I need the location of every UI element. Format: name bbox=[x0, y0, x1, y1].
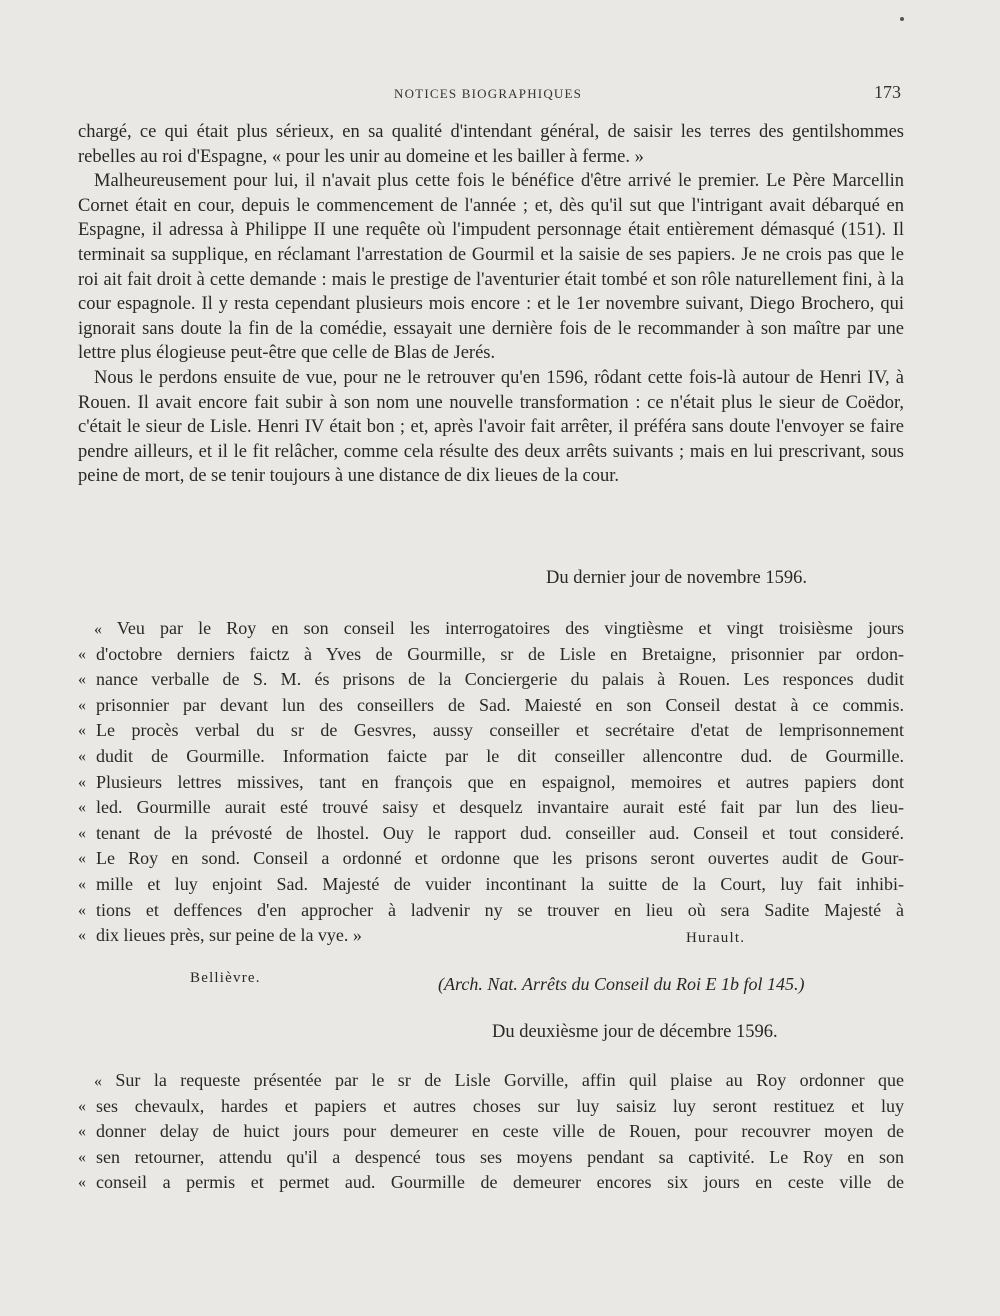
quote-line bbox=[78, 898, 904, 924]
guillemet: « bbox=[78, 927, 86, 945]
guillemet: « bbox=[78, 722, 86, 740]
guillemet: « bbox=[78, 696, 86, 714]
quote-line bbox=[78, 846, 904, 872]
quote-line-text: Le Roy en sond. Conseil a ordonné et ordonne que les prisons seront ouvertes audit de Gour- bbox=[96, 848, 904, 869]
quote-line-text: Plusieurs lettres missives, tant en françois que en espaignol, memoires et autres papiers dont bbox=[96, 771, 904, 792]
quote-line-text: d'octobre derniers faictz à Yves de Gourmille, sr de Lisle en Bretaigne, prisonnier par ordon- bbox=[96, 643, 904, 664]
guillemet: « bbox=[78, 1174, 86, 1192]
quote-line-text: Sur la requeste présentée par le sr de Lisle Gorville, affin quil plaise au Roy ordonner que bbox=[115, 1070, 905, 1090]
quote-line-text: Le procès verbal du sr de Gesvres, aussy conseiller et secrétaire d'etat de lemprisonnement bbox=[96, 720, 904, 741]
guillemet: « bbox=[94, 1073, 102, 1090]
quote-line bbox=[78, 642, 904, 668]
guillemet: « bbox=[78, 1123, 86, 1141]
quote-line-text: mille et luy enjoint Sad. Majesté de vuider incontinant la suitte de la Court, luy fait inhibi- bbox=[96, 873, 904, 894]
quote-line bbox=[78, 770, 904, 796]
quote-line bbox=[78, 1119, 904, 1145]
guillemet: « bbox=[78, 773, 86, 791]
act-date: Du deuxièsme jour de décembre 1596. bbox=[492, 1022, 778, 1042]
quote-line-text: sen retourner, attendu qu'il a despencé tous ses moyens pendant sa captivité. Le Roy en son bbox=[96, 1146, 904, 1167]
guillemet: « bbox=[78, 1097, 86, 1115]
quote-line bbox=[78, 718, 904, 744]
guillemet: « bbox=[94, 621, 102, 638]
guillemet: « bbox=[78, 824, 86, 842]
quote-line-text: nance verballe de S. M. és prisons de la Conciergerie du palais à Rouen. Les responces dudit bbox=[96, 669, 904, 690]
paragraph: Nous le perdons ensuite de vue, pour ne le retrouver qu'en 1596, rôdant cette fois-là autour de Henri IV, à Rouen. Il avait encore fait subir à son nom une nouvelle transformation : ce n'était plus le sieur de Coëdor, c'était le sieur de Lisle. Henri IV était bon ; et, après l'avoir fait arrêter, il préféra sans doute l'envoyer se faire pendre ailleurs, et il le fit relâcher, comme cela résulte des deux arrêts suivants ; mais en lui prescrivant, sous peine de mort, de se tenir toujours à une distance de dix lieues de la cour. bbox=[78, 367, 904, 487]
signature-text: Bellièvre. bbox=[190, 970, 261, 986]
quote-line bbox=[78, 1170, 904, 1196]
paragraph: chargé, ce qui était plus sérieux, en sa qualité d'intendant général, de saisir les terres des gentilshommes rebelles au roi d'Espagne, « pour les unir au domeine et les bailler à ferme. » bbox=[78, 122, 904, 167]
quote-line-text: tenant de la prévosté de lhostel. Ouy le rapport dud. conseiller aud. Conseil et tout consideré. bbox=[96, 822, 904, 843]
quote-line-text: dix lieues près, sur peine de la vye. » bbox=[96, 925, 362, 946]
quote-line-text: donner delay de huict jours pour demeurer en ceste ville de Rouen, pour recouvrer moyen de bbox=[96, 1121, 904, 1142]
signature-hurault bbox=[686, 930, 745, 947]
paragraph: Malheureusement pour lui, il n'avait plus cette fois le bénéfice d'être arrivé le premier. Le Père Marcellin Cornet était en cour, depuis le commencement de l'année ; et, dès qu'il sut que l'intrigant avait débarqué en Espagne, il adressa à Philippe II une requête où l'impudent personnage était entièrement démasqué (151). Il terminait sa supplique, en réclamant l'arrestation de Gourmil et la saisie de ses papiers. Je ne crois pas que le roi ait fait droit à cette demande : mais le prestige de l'aventurier était tombé et son rôle naturellement fini, à la cour espagnole. Il y resta cependant plusieurs mois encore : et le 1er novembre suivant, Diego Brochero, qui ignorait sans doute la fin de la comédie, essayait une dernière fois de le recommander à son maître par une lettre plus élogieuse peut-être que celle de Blas de Jerés. bbox=[78, 171, 904, 364]
quote-line bbox=[78, 872, 904, 898]
ink-speck bbox=[900, 17, 904, 21]
signature-bellievre bbox=[190, 970, 261, 987]
quote-line bbox=[78, 821, 904, 847]
quote-line bbox=[78, 1145, 904, 1171]
running-head bbox=[0, 82, 1000, 106]
quote-line bbox=[78, 744, 904, 770]
quote-line-text: led. Gourmille aurait esté trouvé saisy et desquelz invantaire aurait esté fait par lun des lieu- bbox=[96, 797, 904, 818]
quote-line bbox=[78, 1068, 904, 1094]
guillemet: « bbox=[78, 671, 86, 689]
guillemet: « bbox=[78, 747, 86, 765]
quote-line bbox=[78, 795, 904, 821]
quote-line bbox=[78, 1094, 904, 1120]
quote-line bbox=[78, 693, 904, 719]
archive-reference: (Arch. Nat. Arrêts du Conseil du Roi E 1b fol 145.) bbox=[438, 974, 805, 994]
guillemet: « bbox=[78, 901, 86, 919]
quote-line-text: tions et deffences d'en approcher à ladvenir ny se trouver en lieu où sera Sadite Majesté à bbox=[96, 899, 904, 920]
page-number: 173 bbox=[874, 82, 901, 102]
quote-line bbox=[78, 667, 904, 693]
quote-line-text: Veu par le Roy en son conseil les interrogatoires des vingtièsme et vingt troisièsme jours bbox=[116, 618, 904, 638]
quote-line-text: ses chevaulx, hardes et papiers et autres choses sur luy saisiz luy seront restituez et luy bbox=[96, 1095, 904, 1116]
guillemet: « bbox=[78, 875, 86, 893]
quote-line bbox=[78, 923, 904, 949]
body-text bbox=[78, 120, 904, 489]
guillemet: « bbox=[78, 799, 86, 817]
act-date: Du dernier jour de novembre 1596. bbox=[546, 568, 807, 588]
quote-line-text: prisonnier par devant lun des conseillers de Sad. Maiesté en son Conseil destat à ce commis. bbox=[96, 694, 904, 715]
guillemet: « bbox=[78, 1148, 86, 1166]
signature-text: Hurault. bbox=[686, 930, 746, 946]
guillemet: « bbox=[78, 645, 86, 663]
running-title: NOTICES BIOGRAPHIQUES bbox=[394, 86, 583, 101]
quoted-act bbox=[78, 616, 904, 949]
quoted-act bbox=[78, 1068, 904, 1196]
guillemet: « bbox=[78, 850, 86, 868]
quote-line-text: conseil a permis et permet aud. Gourmille de demeurer encores six jours en ceste ville de bbox=[96, 1172, 904, 1193]
quote-line-text: dudit de Gourmille. Information faicte par le dit conseiller allencontre dud. de Gourmille. bbox=[96, 745, 904, 766]
quote-line bbox=[78, 616, 904, 642]
